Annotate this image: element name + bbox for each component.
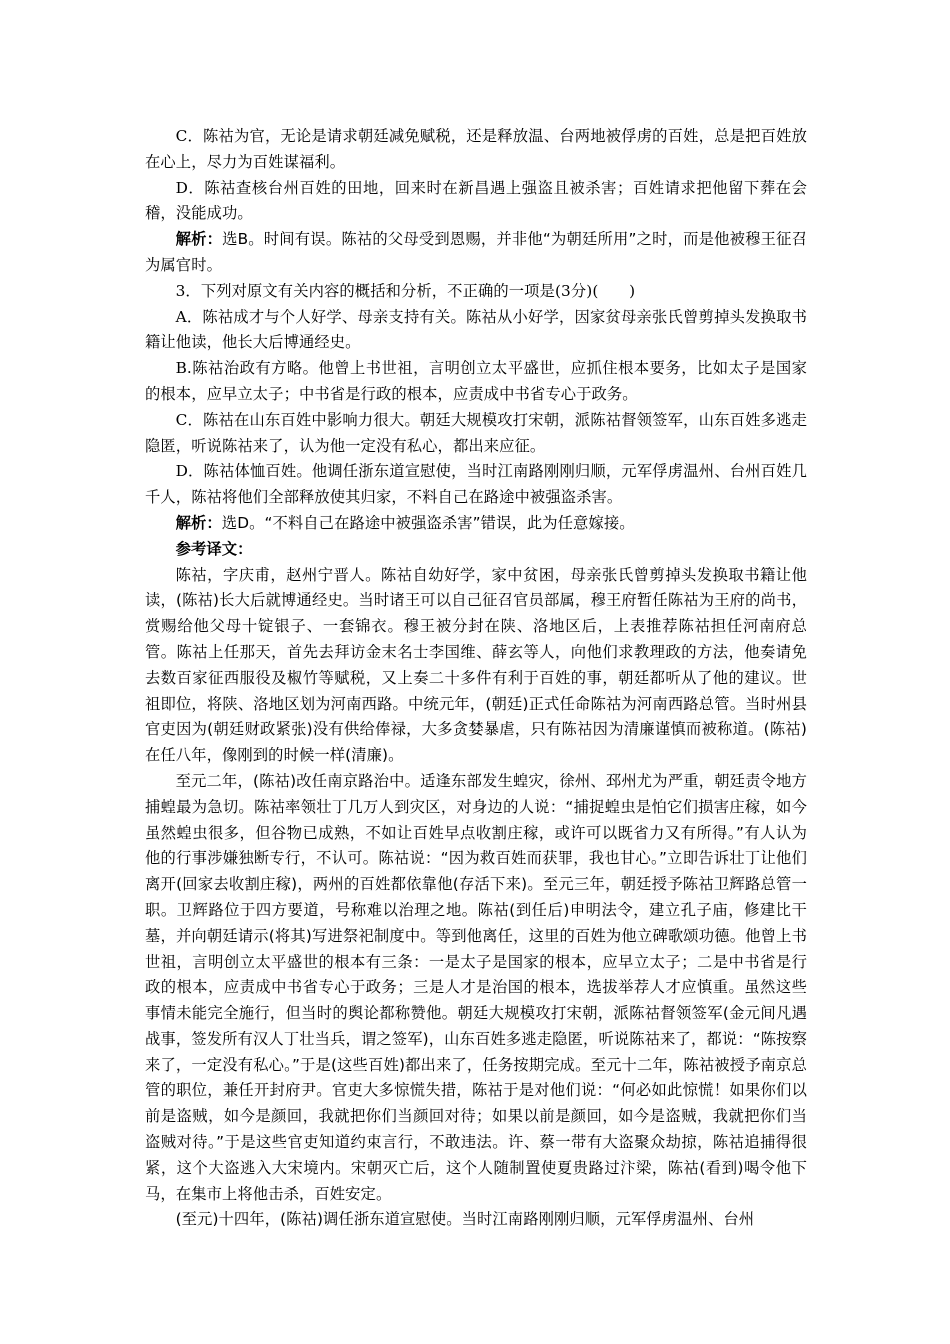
answer-3 xyxy=(145,511,807,537)
option-2c xyxy=(145,124,807,176)
document-page xyxy=(145,124,807,1233)
option-3c xyxy=(145,408,807,460)
option-3b xyxy=(145,356,807,408)
option-3b-text: B.陈祜治政有方略。他曾上书世祖，言明创立太平盛世，应抓住根本要务，比如太子是国家的根本，应早立太子；中书省是行政的根本，应责成中书省专心于政务。 xyxy=(145,359,807,403)
option-3a-text: A．陈祜成才与个人好学、母亲支持有关。陈祜从小好学，因家贫母亲张氏曾剪掉头发换取书籍让他读，他长大后博通经史。 xyxy=(145,307,807,352)
answer-2 xyxy=(145,227,807,279)
reference-translation-label: 参考译文： xyxy=(175,539,253,558)
answer-3-label: 解析： xyxy=(175,513,222,532)
option-2c-text: C．陈祜为官，无论是请求朝廷减免赋税，还是释放温、台两地被俘虏的百姓，总是把百姓放在心上，尽力为百姓谋福利。 xyxy=(145,127,807,171)
answer-2-text: 选B。时间有误。陈祜的父母受到恩赐，并非他“为朝廷所用”之时，而是他被穆王征召为属官时。 xyxy=(145,230,807,274)
translation-paragraph-1 xyxy=(145,563,807,769)
option-2d xyxy=(145,176,807,228)
option-3a xyxy=(145,305,807,357)
translation-paragraph-1-text: 陈祜，字庆甫，赵州宁晋人。陈祜自幼好学，家中贫困，母亲张氏曾剪掉头发换取书籍让他读，(陈祜)长大后就博通经史。当时诸王可以自己征召官员部属，穆王府暂任陈祜为王府的尚书，赏赐给他父母十锭银子、一套锦衣。穆王被分封在陕、洛地区后，上表推荐陈祜担任河南府总管。陈祜上任那天，首先去拜访金末名士李国维、薛玄等人，向他们求教理政的方法，他奏请免去数百家征西服役及椒竹等赋税，又上奏二十多件有利于百姓的事，朝廷都听从了他的建议。世祖即位，将陕、洛地区划为河南西路。中统元年，(朝廷)正式任命陈祜为河南西路总管。当时州县官吏因为(朝廷财政紧张)没有供给俸禄，大多贪婪暴虐，只有陈祜因为清廉谨慎而被称道。(陈祜)在任八年，像刚到的时候一样(清廉)。 xyxy=(145,565,807,765)
option-3d xyxy=(145,459,807,511)
translation-paragraph-2-text: 至元二年，(陈祜)改任南京路治中。适逢东部发生蝗灾，徐州、邳州尤为严重，朝廷责令地方捕蝗最为急切。陈祜率领壮丁几万人到灾区，对身边的人说：“捕捉蝗虫是怕它们损害庄稼，如今虽然蝗虫很多，但谷物已成熟，不如让百姓早点收割庄稼，或许可以既省力又有所得。”有人认为他的行事涉嫌独断专行，不认可。陈祜说：“因为救百姓而获罪，我也甘心。”立即告诉壮丁让他们离开(回家去收割庄稼)，两州的百姓都依靠他(存活下来)。至元三年，朝廷授予陈祜卫辉路总管一职。卫辉路位于四方要道，号称难以治理之地。陈祜(到任后)申明法令，建立孔子庙，修建比干墓，并向朝廷请示(将其)写进祭祀制度中。等到他离任，这里的百姓为他立碑歌颂功德。他曾上书世祖，言明创立太平盛世的根本有三条：一是太子是国家的根本，应早立太子；二是中书省是行政的根本，应责成中书省专心于政务；三是人才是治国的根本，选拔举荐人才应慎重。虽然这些事情未能完全施行，但当时的舆论都称赞他。朝廷大规模攻打宋朝，派陈祜督领签军(金元间凡遇战事，签发所有汉人丁壮当兵，谓之签军)，山东百姓多逃走隐匿，听说陈祜来了，都说：“陈按察来了，一定没有私心。”于是(这些百姓)都出来了，任务按期完成。至元十二年，陈祜被授予南京总管的职位，兼任开封府尹。官吏大多惊慌失措，陈祜于是对他们说：“何必如此惊慌！如果你们以前是盗贼，如今是颜回，我就把你们当颜回对待；如果以前是颜回，如今是盗贼，我就把你们当盗贼对待。”于是这些官吏知道约束言行，不敢违法。许、蔡一带有大盗聚众劫掠，陈祜追捕得很紧，这个大盗逃入大宋境内。宋朝灭亡后，这个人随制置使夏贵路过汴梁，陈祜(看到)喝令他下马，在集市上将他击杀，百姓安定。 xyxy=(145,771,807,1203)
option-3c-text: C．陈祜在山东百姓中影响力很大。朝廷大规模攻打宋朝，派陈祜督领签军，山东百姓多逃走隐匿，听说陈祜来了，认为他一定没有私心，都出来应征。 xyxy=(145,410,807,455)
answer-2-label: 解析： xyxy=(175,230,223,249)
translation-paragraph-2 xyxy=(145,769,807,1208)
question-3 xyxy=(145,279,807,305)
translation-paragraph-3 xyxy=(145,1207,807,1233)
answer-3-text: 选D。“不料自己在路途中被强盗杀害”错误，此为任意嫁接。 xyxy=(221,513,635,532)
question-3-text: 3．下列对原文有关内容的概括和分析，不正确的一项是(3分)( ) xyxy=(175,281,636,300)
option-2d-text: D．陈祜查核台州百姓的田地，回来时在新昌遇上强盗且被杀害；百姓请求把他留下葬在会稽，没能成功。 xyxy=(145,178,807,223)
translation-paragraph-3-text: (至元)十四年，(陈祜)调任浙东道宣慰使。当时江南路刚刚归顺，元军俘虏温州、台州 xyxy=(175,1210,755,1229)
reference-translation-heading xyxy=(145,537,807,563)
option-3d-text: D．陈祜体恤百姓。他调任浙东道宣慰使，当时江南路刚刚归顺，元军俘虏温州、台州百姓几千人，陈祜将他们全部释放使其归家，不料自己在路途中被强盗杀害。 xyxy=(145,462,807,507)
